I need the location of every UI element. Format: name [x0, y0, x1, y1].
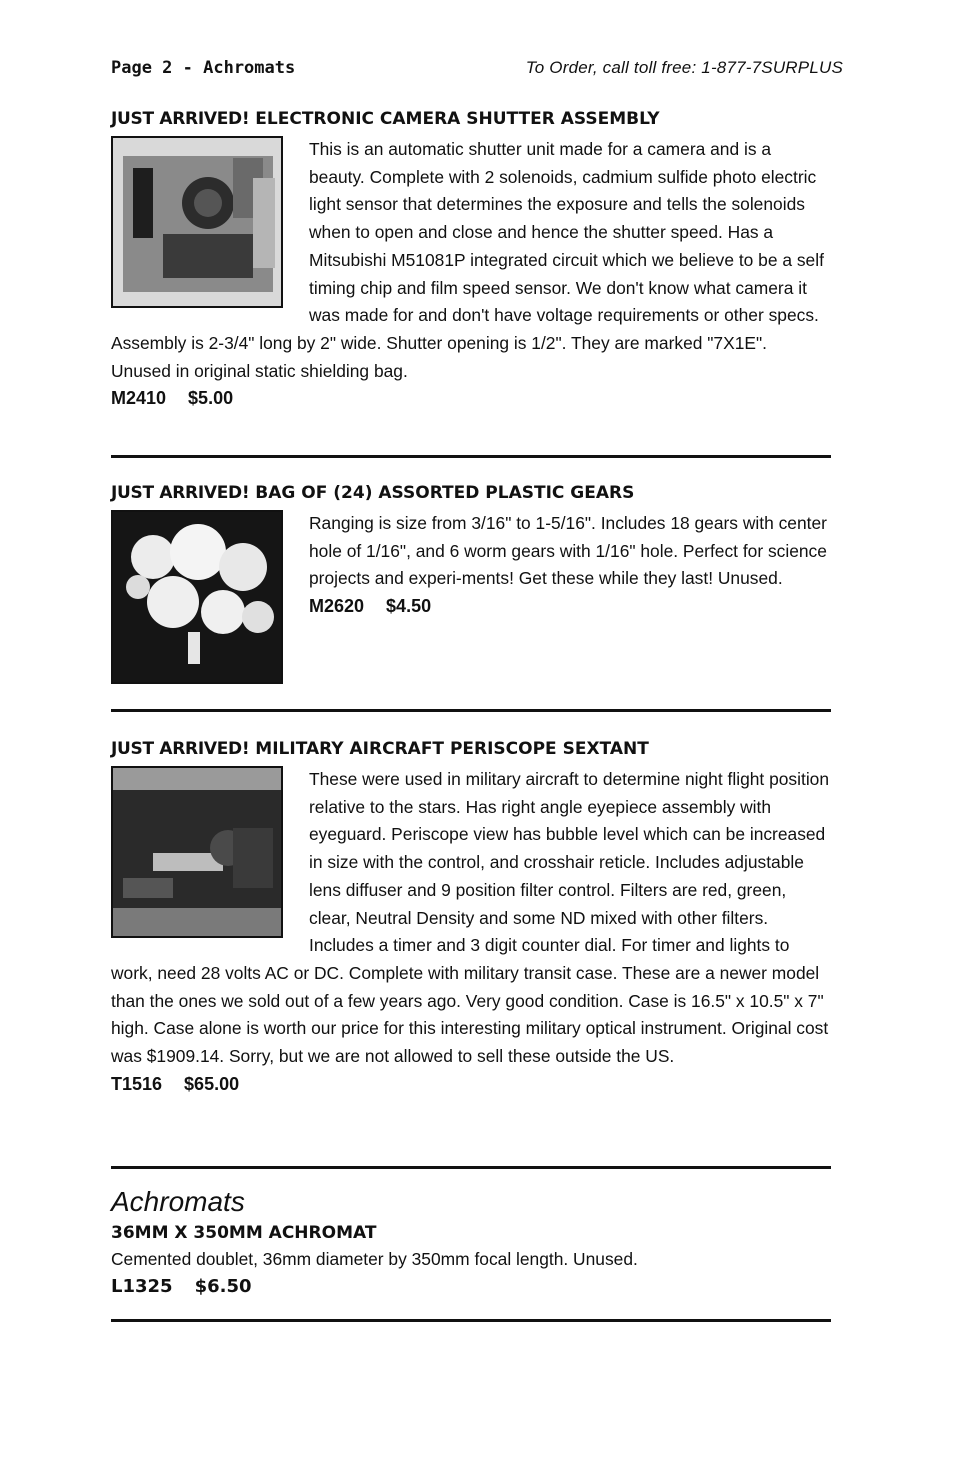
product-title: JUST ARRIVED! MILITARY AIRCRAFT PERISCOPE SEXTANT [111, 739, 649, 759]
section-title: Achromats [111, 1186, 245, 1217]
page-header [111, 58, 843, 82]
sku-price-line [111, 385, 831, 411]
periscope-sextant-photo [111, 766, 283, 938]
product-sku: M2410 [111, 388, 167, 409]
product-plastic-gears [111, 482, 831, 688]
product-sku: L1325 [111, 1275, 173, 1297]
divider [111, 1166, 831, 1169]
divider [111, 709, 831, 712]
sku-price-line [111, 1071, 831, 1097]
shutter-assembly-photo [111, 136, 283, 308]
divider [111, 1319, 831, 1322]
product-sku: T1516 [111, 1073, 163, 1094]
product-price: $5.00 [188, 388, 234, 409]
product-description-block [111, 136, 831, 411]
product-price: $6.50 [194, 1275, 252, 1297]
product-description: Cemented doublet, 36mm diameter by 350mm focal length. Unused. [111, 1249, 638, 1269]
product-price: $65.00 [184, 1073, 240, 1094]
plastic-gears-photo [111, 510, 283, 684]
product-sku: M2620 [309, 596, 365, 617]
order-phone-line: To Order, call toll free: 1-877-7SURPLUS [525, 58, 843, 77]
just-arrived-tag: JUST ARRIVED! [111, 483, 250, 503]
product-achromat [111, 1222, 831, 1300]
product-description: Ranging is size from 3/16" to 1-5/16". Includes 18 gears with center hole of 1/16", and 6 worm gears with 1/16" hole. Perfect for science projects and experi-ments! Get these while they last! Unused. [309, 513, 827, 589]
product-description: These were used in military aircraft to determine night flight position relative to the stars. Has right angle eyepiece assembly with eyeguard. Periscope view has bubble level which can be increased in size with the control, and crosshair reticle. Includes adjustable lens diffuser and 9 position filter control. Filters are red, green, clear, Neutral Density and some ND mixed with other filters. Includes a timer and 3 digit counter dial. For timer and lights to work, need 28 volts AC or DC. Complete with military transit case. These are a newer model than the ones we sold out of a few years ago. Very good condition. Case is 16.5" x 10.5" x 7" high. Case alone is worth our price for this interesting military optical instrument. Original cost was $1909.14. Sorry, but we are not allowed to sell these outside the US. [111, 769, 830, 1067]
just-arrived-tag: JUST ARRIVED! [111, 109, 250, 129]
product-description: This is an automatic shutter unit made for a camera and is a beauty. Complete with 2 solenoids, cadmium sulfide photo electric light sensor that determines the exposure and tells the solenoids when to open and close and hence the shutter speed. Has a Mitsubishi M51081P integrated circuit which we believe to be a self timing chip and film speed sensor. We don't know what camera it was made for and don't have voltage requirements or other specs. Assembly is 2-3/4" long by 2" wide. Shutter opening is 1/2". They are marked "7X1E". Unused in original static shielding bag. [111, 139, 824, 381]
product-description-block [111, 510, 831, 619]
product-description-block [111, 766, 831, 1097]
sku-price-line [111, 1274, 831, 1300]
just-arrived-tag: JUST ARRIVED! [111, 739, 250, 759]
product-title: JUST ARRIVED! ELECTRONIC CAMERA SHUTTER ASSEMBLY [111, 109, 660, 129]
product-periscope-sextant [111, 738, 831, 1097]
page-header-label: Page 2 - Achromats [111, 58, 296, 78]
product-title: 36MM X 350MM ACHROMAT [111, 1223, 377, 1243]
divider [111, 455, 831, 458]
product-price: $4.50 [386, 596, 432, 617]
product-shutter-assembly [111, 108, 831, 411]
product-title: JUST ARRIVED! BAG OF (24) ASSORTED PLASTIC GEARS [111, 483, 635, 503]
